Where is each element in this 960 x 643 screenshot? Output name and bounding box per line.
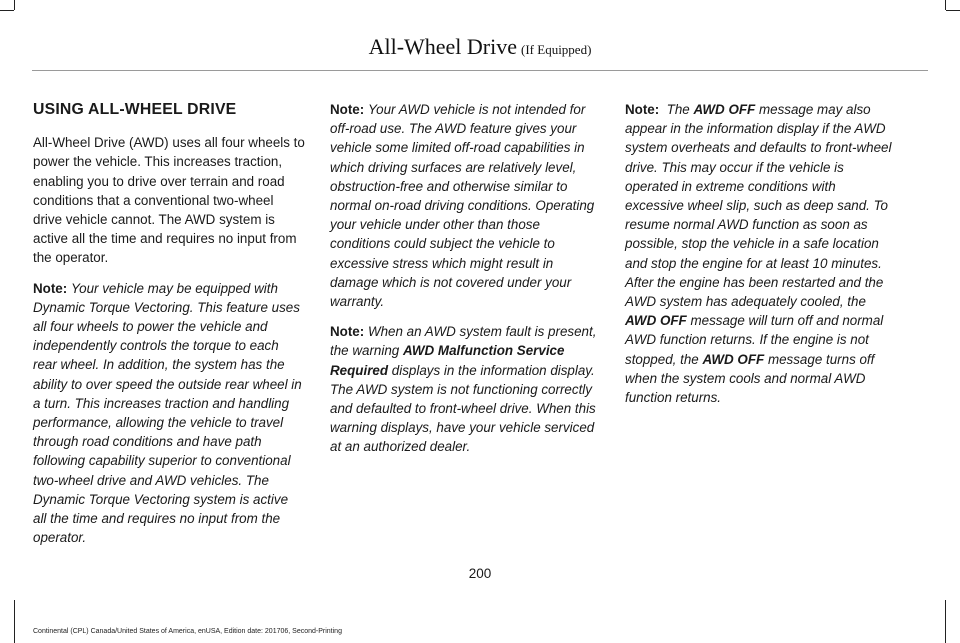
- note-text: Your AWD vehicle is not intended for off-road use. The AWD feature gives your vehicle some limited off-road capabilities in which driving surfaces are relatively level, obstruction-free and otherwise similar to normal on-road driving conditions. Operating your vehicle under other than those conditions could subject the vehicle to excessive stress which might result in damage which is not covered under your warranty.: [330, 102, 595, 310]
- note-label: Note:: [625, 102, 660, 117]
- page-header: [0, 34, 960, 60]
- page-subtitle: (If Equipped): [521, 42, 592, 57]
- note-text: message will turn off and normal AWD function returns. If the engine is not stopped, the: [625, 313, 884, 367]
- note-label: Note:: [330, 102, 365, 117]
- column-2: [330, 100, 602, 468]
- message-name: AWD OFF: [702, 351, 765, 367]
- crop-mark: [945, 600, 946, 643]
- page-number: 200: [468, 566, 492, 581]
- note-text: message may also appear in the information display if the AWD system overheats and defaults to front-wheel drive. This may occur if the vehicle is operated in extreme conditions with excessive wheel slip, such as deep sand. To resume normal AWD function as soon as possible, stop the vehicle in a safe location and stop the engine for at least 10 minutes. After the engine has been restarted and the AWD system has adequately cooled, the: [625, 102, 892, 310]
- note-label: Note:: [33, 280, 68, 296]
- crop-mark: [946, 10, 960, 11]
- note-text: The: [666, 102, 690, 117]
- note-text: When an AWD system fault is present, the warning: [330, 324, 597, 359]
- note-paragraph: [330, 322, 602, 456]
- message-name: AWD OFF: [693, 102, 756, 117]
- crop-mark: [14, 600, 15, 643]
- note-paragraph: [625, 100, 897, 407]
- section-heading: USING ALL-WHEEL DRIVE: [33, 101, 237, 118]
- crop-mark: [0, 10, 14, 11]
- crop-mark: [14, 0, 15, 10]
- crop-mark: [945, 0, 946, 10]
- column-1: [33, 100, 305, 558]
- warning-message-name: AWD Malfunction Service Required: [330, 343, 565, 378]
- note-label: Note:: [330, 324, 365, 340]
- note-text: Your vehicle may be equipped with Dynamic Torque Vectoring. This feature uses all four wheels to power the vehicle and independently controls the torque to each rear wheel. In addition, the system has the ability to over speed the outside rear wheel in a turn. This increases traction and handling performance, allowing the vehicle to travel through road conditions and have path following capability superior to conventional two-wheel drive and AWD vehicles. The Dynamic Torque Vectoring system is active all the time and requires no input from the operator.: [33, 280, 302, 546]
- page-title: All-Wheel Drive: [368, 34, 518, 59]
- column-3: [625, 100, 897, 418]
- header-rule: [32, 70, 928, 71]
- note-text: displays in the information display. The AWD system is not functioning correctly and defaulted to front-wheel drive. When this warning displays, have your vehicle serviced at an authorized dealer.: [330, 362, 596, 455]
- intro-paragraph: All-Wheel Drive (AWD) uses all four wheels to power the vehicle. This increases traction, enabling you to drive over terrain and road conditions that a conventional two-wheel drive vehicle cannot. The AWD system is active all the time and requires no input from the operator.: [33, 135, 305, 266]
- note-paragraph: [330, 100, 602, 311]
- note-paragraph: [33, 279, 305, 548]
- note-text: message turns off when the system cools and normal AWD function returns.: [625, 351, 875, 406]
- footer-text: Continental (CPL) Canada/United States of America, enUSA, Edition date: 201706, Second-Printing: [33, 628, 342, 635]
- message-name: AWD OFF: [625, 313, 687, 329]
